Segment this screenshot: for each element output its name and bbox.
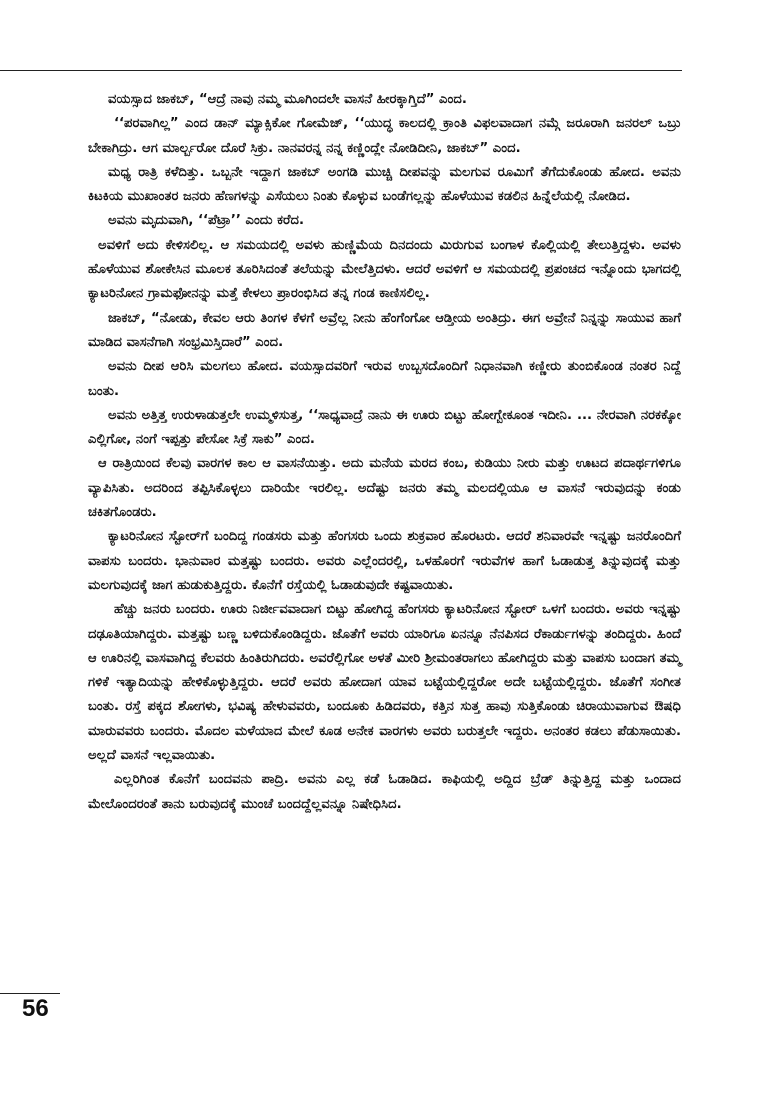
top-rule (0, 70, 682, 71)
paragraph: ಹೆಚ್ಚು ಜನರು ಬಂದರು. ಊರು ನಿರ್ಜೀವವಾದಾಗ ಬಿಟ್ಟು ಹೋಗಿದ್ದ ಹೆಂಗಸರು ಕ್ಯಾಟರಿನೋನ ಸ್ಟೋರ್ ಒಳಗೆ ಬಂದರು. ಅವರು ಇನ್ನಷ್ಟು ದಢೂತಿಯಾಗಿದ್ದರು. ಮತ್ತಷ್ಟು ಬಣ್ಣ ಬಳಿದುಕೊಂಡಿದ್ದರು. ಜೊತೆಗೆ ಅವರು ಯಾರಿಗೂ ಏನನ್ನೂ ನೆನಪಿಸದ ರೆಕಾರ್ಡುಗಳನ್ನು ತಂದಿದ್ದರು. ಹಿಂದೆ ಆ ಊರಿನಲ್ಲಿ ವಾಸವಾಗಿದ್ದ ಕೆಲವರು ಹಿಂತಿರುಗಿದರು. ಅವರೆಲ್ಲಿಗೋ ಅಳತೆ ಮೀರಿ ಶ್ರೀಮಂತರಾಗಲು ಹೋಗಿದ್ದರು ಮತ್ತು ವಾಪಸು ಬಂದಾಗ ತಮ್ಮ ಗಳಿಕೆ ಇತ್ಯಾದಿಯನ್ನು ಹೇಳಿಕೊಳ್ಳುತ್ತಿದ್ದರು. ಆದರೆ ಅವರು ಹೋದಾಗ ಯಾವ ಬಟ್ಟೆಯಲ್ಲಿದ್ದರೋ ಅದೇ ಬಟ್ಟೆಯಲ್ಲಿದ್ದರು. ಜೊತೆಗೆ ಸಂಗೀತ ಬಂತು. ರಸ್ತೆ ಪಕ್ಕದ ಶೋಗಳು, ಭವಿಷ್ಯ ಹೇಳುವವರು, ಬಂದೂಕು ಹಿಡಿದವರು, ಕತ್ತಿನ ಸುತ್ತ ಹಾವು ಸುತ್ತಿಕೊಂಡು ಚಿರಾಯುವಾಗುವ ಔಷಧಿ ಮಾರುವವರು ಬಂದರು. ಮೊದಲ ಮಳೆಯಾದ ಮೇಲೆ ಕೂಡ ಅನೇಕ ವಾರಗಳು ಅವರು ಬರುತ್ತಲೇ ಇದ್ದರು. ಅನಂತರ ಕಡಲು ಪೆಡುಸಾಯಿತು. ಅಲ್ಲದೆ ವಾಸನೆ ಇಲ್ಲವಾಯಿತು. (88, 602, 681, 764)
paragraph: ಅವಳಿಗೆ ಅದು ಕೇಳಿಸಲಿಲ್ಲ. ಆ ಸಮಯದಲ್ಲಿ ಅವಳು ಹುಣ್ಣಿಮೆಯ ದಿನದಂದು ಮಿರುಗುವ ಬಂಗಾಳ ಕೊಲ್ಲಿಯಲ್ಲಿ ತೇಲುತ್ತಿದ್ದಳು. ಅವಳು ಹೊಳೆಯುವ ಶೋಕೇಸಿನ ಮೂಲಕ ತೂರಿಸಿದಂತೆ ತಲೆಯನ್ನು ಮೇಲೆತ್ತಿದಳು. ಆದರೆ ಅವಳಿಗೆ ಆ ಸಮಯದಲ್ಲಿ ಪ್ರಪಂಚದ ಇನ್ನೊಂದು ಭಾಗದಲ್ಲಿ ಕ್ಯಾಟರಿನೋನ ಗ್ರಾಮಫೋನನ್ನು ಮತ್ತೆ ಕೇಳಲು ಪ್ರಾರಂಭಿಸಿದ ತನ್ನ ಗಂಡ ಕಾಣಿಸಲಿಲ್ಲ. (88, 237, 681, 302)
paragraph: ಕ್ಯಾಟರಿನೋನ ಸ್ಟೋರ್‌ಗೆ ಬಂದಿದ್ದ ಗಂಡಸರು ಮತ್ತು ಹೆಂಗಸರು ಒಂದು ಶುಕ್ರವಾರ ಹೊರಟರು. ಆದರೆ ಶನಿವಾರವೇ ಇನ್ನಷ್ಟು ಜನರೊಂದಿಗೆ ವಾಪಸು ಬಂದರು. ಭಾನುವಾರ ಮತ್ತಷ್ಟು ಬಂದರು. ಅವರು ಎಲ್ಲೆಂದರಲ್ಲಿ, ಒಳಹೊರಗೆ ಇರುವೆಗಳ ಹಾಗೆ ಓಡಾಡುತ್ತ ತಿನ್ನುವುದಕ್ಕೆ ಮತ್ತು ಮಲಗುವುದಕ್ಕೆ ಜಾಗ ಹುಡುಕುತ್ತಿದ್ದರು. ಕೊನೆಗೆ ರಸ್ತೆಯಲ್ಲಿ ಓಡಾಡುವುದೇ ಕಷ್ಟವಾಯಿತು. (88, 529, 681, 593)
paragraph: ಅವನು ದೀಪ ಆರಿಸಿ ಮಲಗಲು ಹೋದ. ವಯಸ್ಸಾದವರಿಗೆ ಇರುವ ಉಬ್ಬಸದೊಂದಿಗೆ ನಿಧಾನವಾಗಿ ಕಣ್ಣೀರು ತುಂಬಿಕೊಂಡ ನಂತರ ನಿದ್ದೆ ಬಂತು. (88, 359, 681, 399)
paragraph: ಜಾಕಬ್, “ನೋಡು, ಕೇವಲ ಆರು ತಿಂಗಳ ಕೆಳಗೆ ಅವ್ರೆಲ್ಲ ನೀನು ಹೆಂಗೆಂಗೋ ಆಡ್ತೀಯ ಅಂತಿದ್ರು. ಈಗ ಅವ್ರೇನೆ ನಿನ್ನನ್ನು ಸಾಯುವ ಹಾಗೆ ಮಾಡಿದ ವಾಸನೆಗಾಗಿ ಸಂಭ್ರಮಿಸ್ತಿದಾರೆ” ಎಂದ. (88, 310, 681, 350)
paragraph: ವಯಸ್ಸಾದ ಜಾಕಬ್, “ಆದ್ರೆ ನಾವು ನಮ್ಮ ಮೂಗಿಂದಲೇ ವಾಸನೆ ಹೀರಕ್ಕಾಗ್ತಿದೆ” ಎಂದ. (108, 92, 467, 107)
paragraph: ಅವನು ಅತ್ತಿತ್ತ ಉರುಳಾಡುತ್ತಲೇ ಉಮ್ಮಳಿಸುತ್ತ, ‘‘ಸಾಧ್ಯವಾದ್ರೆ ನಾನು ಈ ಊರು ಬಿಟ್ಟು ಹೋಗ್ಬೇಕೂಂತ ಇದೀನಿ. ... ನೇರವಾಗಿ ನರಕಕ್ಕೋ ಎಲ್ಲಿಗೋ, ನಂಗೆ ಇಪ್ಪತ್ತು ಪೇಸೋ ಸಿಕ್ರೆ ಸಾಕು” ಎಂದ. (88, 407, 681, 448)
paragraph: ಆ ರಾತ್ರಿಯಿಂದ ಕೆಲವು ವಾರಗಳ ಕಾಲ ಆ ವಾಸನೆಯಿತ್ತು. ಅದು ಮನೆಯ ಮರದ ಕಂಬ, ಕುಡಿಯು ನೀರು ಮತ್ತು ಊಟದ ಪದಾರ್ಥಗಳಿಗೂ ವ್ಯಾಪಿಸಿತು. ಅದರಿಂದ ತಪ್ಪಿಸಿಕೊಳ್ಳಲು ದಾರಿಯೇ ಇರಲಿಲ್ಲ. ಅದೆಷ್ಟು ಜನರು ತಮ್ಮ ಮಲದಲ್ಲಿಯೂ ಆ ವಾಸನೆ ಇರುವುದನ್ನು ಕಂಡು ಚಕಿತಗೊಂಡರು. (88, 456, 681, 521)
paragraph: ಮಧ್ಯ ರಾತ್ರಿ ಕಳೆದಿತ್ತು. ಒಬ್ಬನೇ ಇದ್ದಾಗ ಜಾಕಬ್ ಅಂಗಡಿ ಮುಚ್ಚಿ ದೀಪವನ್ನು ಮಲಗುವ ರೂಮಿಗೆ ತೆಗೆದುಕೊಂಡು ಹೋದ. ಅವನು ಕಿಟಕಿಯ ಮುಖಾಂತರ ಜನರು ಹೆಣಗಳನ್ನು ಎಸೆಯಲು ನಿಂತು ಕೊಳ್ಳುವ ಬಂಡೆಗಲ್ಲನ್ನು ಹೊಳೆಯುವ ಕಡಲಿನ ಹಿನ್ನೆಲೆಯಲ್ಲಿ ನೋಡಿದ. (88, 164, 681, 205)
page-text (88, 88, 681, 817)
paragraph: ಎಲ್ಲರಿಗಿಂತ ಕೊನೆಗೆ ಬಂದವನು ಪಾದ್ರಿ. ಅವನು ಎಲ್ಲ ಕಡೆ ಓಡಾಡಿದ. ಕಾಫಿಯಲ್ಲಿ ಅದ್ದಿದ ಬ್ರೆಡ್ ತಿನ್ನುತ್ತಿದ್ದ ಮತ್ತು ಒಂದಾದ ಮೇಲೊಂದರಂತೆ ತಾನು ಬರುವುದಕ್ಕೆ ಮುಂಚೆ ಬಂದದ್ದೆಲ್ಲವನ್ನೂ ನಿಷೇಧಿಸಿದ. (88, 772, 681, 812)
paragraph: ‘‘ಪರವಾಗಿಲ್ಲ” ಎಂದ ಡಾನ್ ಮ್ಯಾಕ್ಸಿಕೋ ಗೋಮೆಜ್, ‘‘ಯುದ್ಧ ಕಾಲದಲ್ಲಿ ಕ್ರಾಂತಿ ವಿಫಲವಾದಾಗ ನಮ್ಗೆ ಜರೂರಾಗಿ ಜನರಲ್ ಒಬ್ರು ಬೇಕಾಗಿದ್ರು. ಆಗ ಮಾರ್ಲ್ಬರೋ ದೊರೆ ಸಿಕ್ರು. ನಾನವರನ್ನ ನನ್ನ ಕಣ್ಣಿಂದ್ಲೇ ನೋಡಿದೀನಿ, ಜಾಕಬ್” ಎಂದ. (88, 116, 681, 156)
page-number: 56 (22, 995, 49, 1022)
paragraph: ಅವನು ಮೃದುವಾಗಿ, ‘‘ಪೆಟ್ರಾ’’ ಎಂದು ಕರೆದ. (108, 213, 305, 229)
